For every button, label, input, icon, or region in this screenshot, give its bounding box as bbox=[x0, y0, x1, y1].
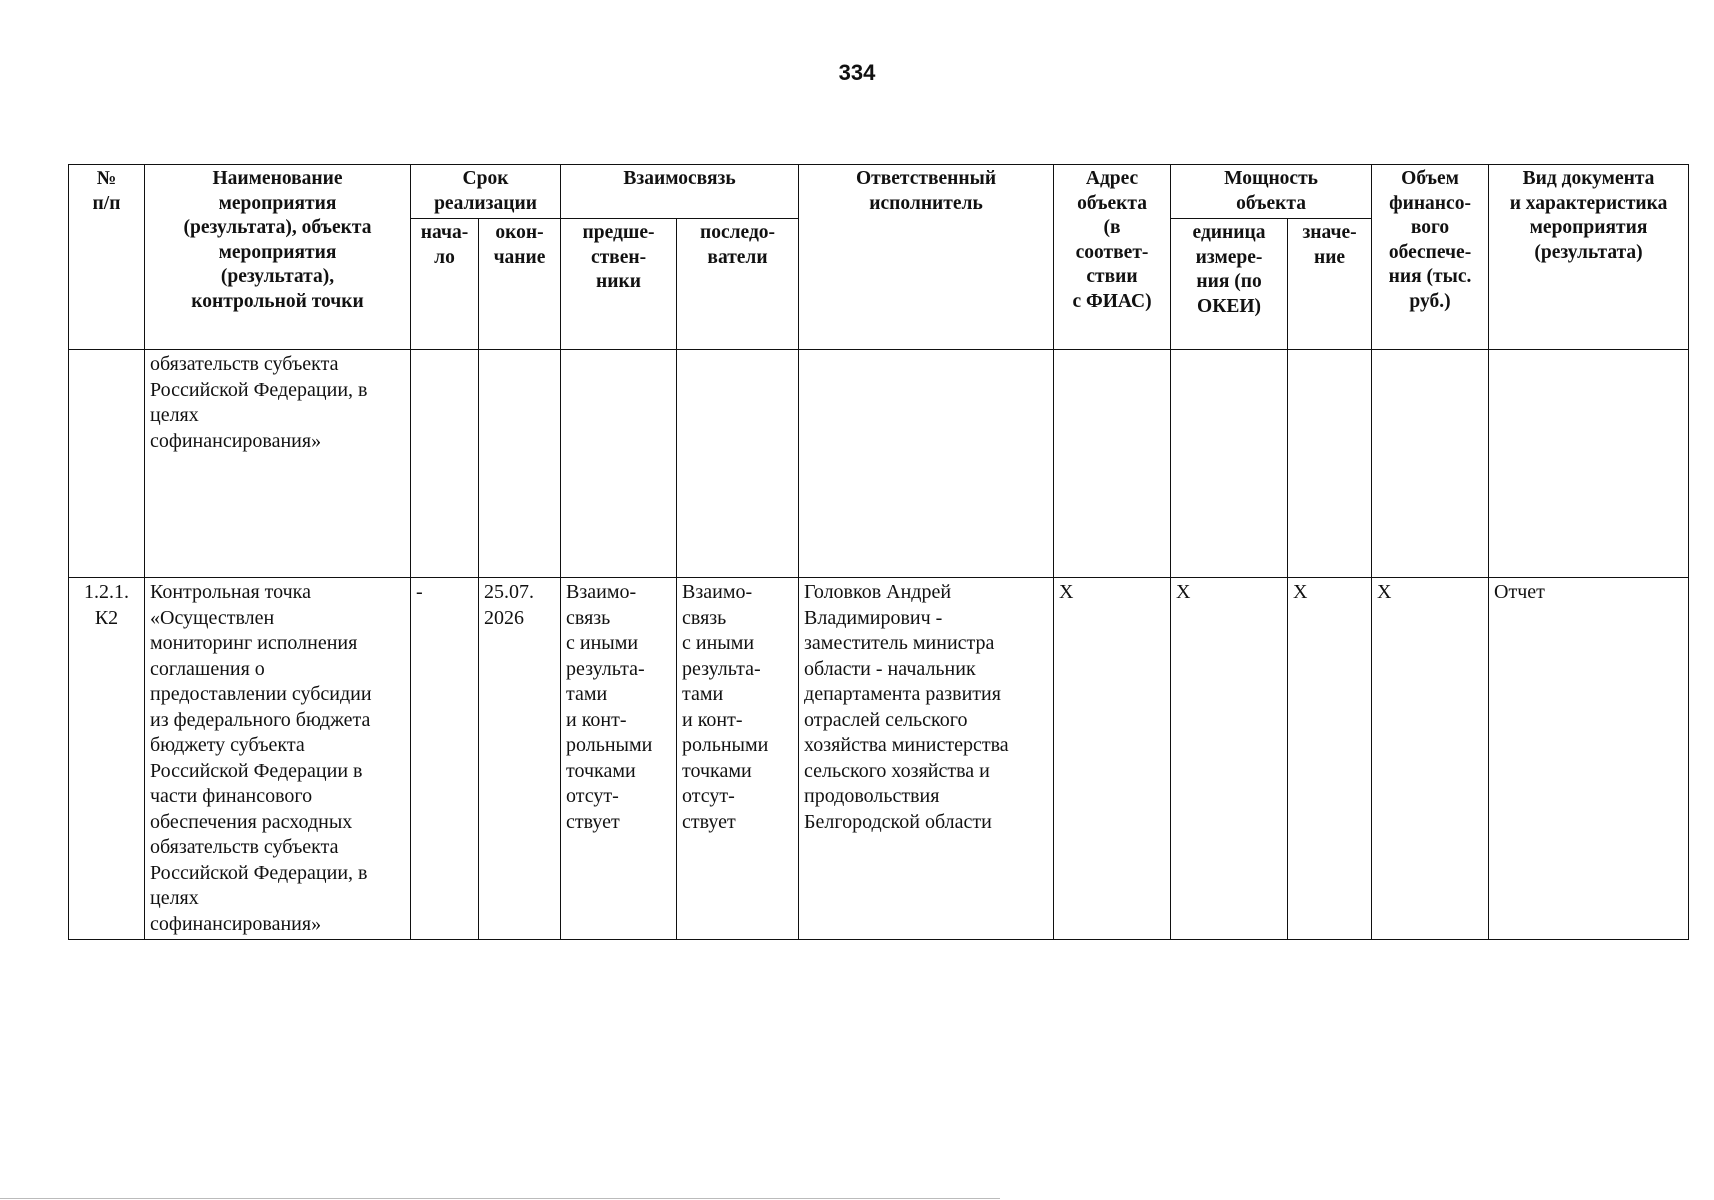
cell-address: Х bbox=[1054, 578, 1171, 940]
table-row bbox=[69, 350, 1689, 578]
cell-doc bbox=[1489, 350, 1689, 578]
header-period-start: нача- ло bbox=[411, 219, 479, 350]
cell-responsible: Головков Андрей Владимирович - заместитель министра области - начальник департамента развития отраслей сельского хозяйства министерства сельского хозяйства и продовольствия Белгородской области bbox=[799, 578, 1054, 940]
cell-num bbox=[69, 350, 145, 578]
cell-address bbox=[1054, 350, 1171, 578]
header-relation-prev: предше- ствен- ники bbox=[561, 219, 677, 350]
table-row bbox=[69, 578, 1689, 940]
header-capacity-value: значе- ние bbox=[1288, 219, 1372, 350]
header-relation-next: последо- ватели bbox=[677, 219, 799, 350]
header-finance: Объем финансо- вого обеспече- ния (тыс. руб.) bbox=[1372, 165, 1489, 350]
cell-unit bbox=[1171, 350, 1288, 578]
header-capacity: Мощность объекта bbox=[1171, 165, 1372, 219]
header-period: Срок реализации bbox=[411, 165, 561, 219]
cell-finance bbox=[1372, 350, 1489, 578]
header-period-end: окон- чание bbox=[479, 219, 561, 350]
scan-edge-line bbox=[0, 1198, 1000, 1199]
cell-end: 25.07. 2026 bbox=[479, 578, 561, 940]
cell-value bbox=[1288, 350, 1372, 578]
cell-unit: Х bbox=[1171, 578, 1288, 940]
cell-prev: Взаимо- связь с иными результа- тами и конт- рольными точками отсут- ствует bbox=[561, 578, 677, 940]
cell-responsible bbox=[799, 350, 1054, 578]
cell-doc: Отчет bbox=[1489, 578, 1689, 940]
cell-name: обязательств субъекта Российской Федерации, в целях софинансирования» bbox=[145, 350, 411, 578]
header-doc-type: Вид документа и характеристика мероприятия (результата) bbox=[1489, 165, 1689, 350]
cell-value: Х bbox=[1288, 578, 1372, 940]
header-relation: Взаимосвязь bbox=[561, 165, 799, 219]
header-responsible: Ответственный исполнитель bbox=[799, 165, 1054, 350]
events-table bbox=[68, 164, 1689, 940]
header-address: Адрес объекта (в соответ- ствии с ФИАС) bbox=[1054, 165, 1171, 350]
cell-end bbox=[479, 350, 561, 578]
cell-next bbox=[677, 350, 799, 578]
header-capacity-unit: единица измере- ния (по ОКЕИ) bbox=[1171, 219, 1288, 350]
cell-prev bbox=[561, 350, 677, 578]
cell-finance: Х bbox=[1372, 578, 1489, 940]
cell-num: 1.2.1. К2 bbox=[69, 578, 145, 940]
header-name: Наименование мероприятия (результата), объекта мероприятия (результата), контрольной точки bbox=[145, 165, 411, 350]
header-num: № п/п bbox=[69, 165, 145, 350]
cell-next: Взаимо- связь с иными результа- тами и конт- рольными точками отсут- ствует bbox=[677, 578, 799, 940]
cell-name: Контрольная точка «Осуществлен мониторинг исполнения соглашения о предоставлении субсидии из федерального бюджета бюджету субъекта Российской Федерации в части финансового обеспечения расходных обязательств субъекта Российской Федерации, в целях софинансирования» bbox=[145, 578, 411, 940]
cell-start: - bbox=[411, 578, 479, 940]
page-number: 334 bbox=[838, 60, 876, 85]
cell-start bbox=[411, 350, 479, 578]
